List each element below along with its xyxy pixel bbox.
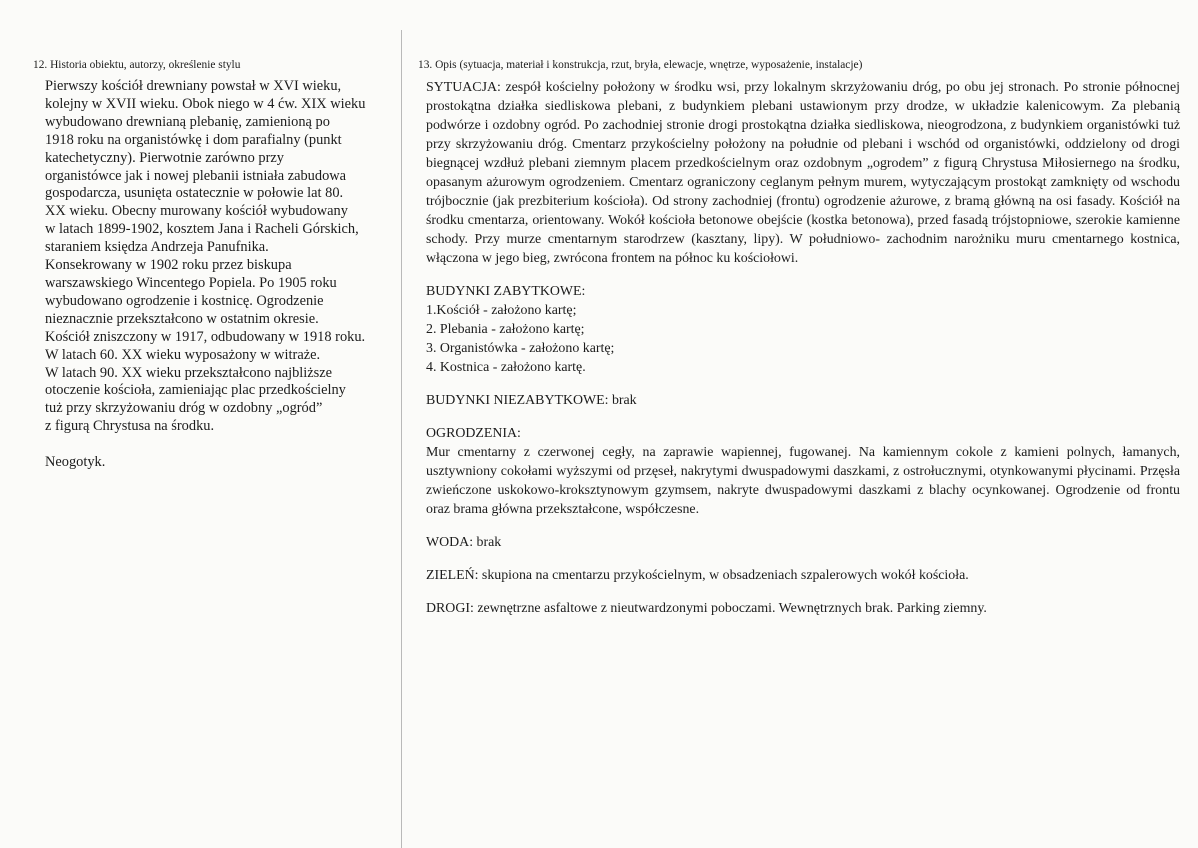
history-line: 1918 roku na organistówkę i dom parafialny (punkt [45, 131, 342, 148]
heritage-item: 4. Kostnica - założono kartę. [426, 360, 586, 375]
history-line: wybudowano ogrodzenie i kostnicę. Ogrodzenie [45, 292, 324, 309]
heritage-item: 2. Plebania - założono kartę; [426, 322, 585, 337]
history-line: Pierwszy kościół drewniany powstał w XVI wieku, [45, 78, 342, 94]
history-line: nieznacznie przekształcono w ostatnim okresie. [45, 310, 319, 327]
history-line: kolejny w XVII wieku. Obok niego w 4 ćw. XIX wieku [45, 95, 366, 112]
history-line: tuż przy skrzyżowaniu dróg w ozdobny „ogród” [45, 400, 323, 417]
description-section-label: 13. Opis (sytuacja, materiał i konstrukcja, rzut, bryła, elewacje, wnętrze, wyposażenie, instalacje) [418, 59, 863, 71]
description-column [418, 58, 1180, 618]
history-line: XX wieku. Obecny murowany kościół wybudowany [45, 203, 348, 220]
fence-heading: OGRODZENIA: [426, 426, 521, 441]
heritage-item: 3. Organistówka - założono kartę; [426, 341, 615, 356]
history-line: Kościół zniszczony w 1917, odbudowany w 1918 roku. [45, 328, 366, 345]
non-heritage-line: BUDYNKI NIEZABYTKOWE: brak [426, 393, 637, 408]
description-text [418, 78, 1180, 618]
style-designation: Neogotyk. [45, 454, 106, 471]
history-column [33, 58, 383, 472]
history-line: katechetyczny). Pierwotnie zarówno przy [45, 149, 284, 166]
history-line: gospodarcza, usunięta ostatecznie w połowie lat 80. [45, 185, 344, 202]
history-line: W latach 60. XX wieku wyposażony w witraże. [45, 346, 321, 363]
history-line: wybudowano drewnianą plebanię, zamienioną po [45, 113, 330, 130]
history-line: W latach 90. XX wieku przekształcono najbliższe [45, 364, 333, 381]
history-line: staraniem księdza Andrzeja Panufnika. [45, 239, 269, 256]
history-text [33, 78, 383, 472]
heritage-heading: BUDYNKI ZABYTKOWE: [426, 284, 586, 299]
heritage-item: 1.Kościół - założono kartę; [426, 303, 577, 318]
history-line: organistówce jak i nowej plebanii istniała zabudowa [45, 167, 347, 184]
history-line: w latach 1899-1902, kosztem Jana i Racheli Górskich, [45, 221, 359, 238]
history-line: otoczenie kościoła, zamieniając plac przedkościelny [45, 382, 346, 399]
history-line: Konsekrowany w 1902 roku przez biskupa [45, 257, 292, 274]
history-line: warszawskiego Wincentego Popiela. Po 1905 roku [45, 274, 337, 291]
roads-line: DROGI: zewnętrzne asfaltowe z nieutwardzonymi poboczami. Wewnętrznych brak. Parking ziemny. [426, 601, 987, 616]
water-line: WODA: brak [426, 535, 502, 550]
history-section-label: 12. Historia obiektu, autorzy, określenie stylu [33, 59, 241, 71]
column-divider [401, 30, 402, 848]
greenery-line: ZIELEŃ: skupiona na cmentarzu przykościelnym, w obsadzeniach szpalerowych wokół kościoła. [426, 568, 969, 583]
situation-paragraph: SYTUACJA: zespół kościelny położony w środku wsi, przy lokalnym skrzyżowaniu dróg, po obu jej stronach. Po stronie północnej prostokątna działka siedliskowa plebani, z budynkiem plebani ustawionym przy drodze, w układzie kalenicowym. Za plebanią podwórze i ozdobny ogród. Po zachodniej stronie drogi prostokątna działka siedliskowa, nieogrodzona, z budynkiem organistówki tuż przy skrzyżowaniu dróg. Cmentarz przykościelny położony na południe od plebani i wschód od organistówki, oddzielony od drogi biegnącej wzdłuż plebani ziemnym placem przedkościelnym oraz ozdobnym „ogrodem” z figurą Chrystusa Miłosiernego na środku, opasanym ażurowym ogrodzeniem. Cmentarz ograniczony ceglanym pełnym murem, wytyczającym prostokąt zamknięty od wschodu trójbocznie (jak prezbiterium kościoła). Od strony zachodniej (frontu) ogrodzenie ażurowe, z bramą główną na osi fasady. Kościół na środku cmentarza, orientowany. Wokół kościoła betonowe obejście (kostka betonowa), przed fasadą trójstopniowe, szerokie kamienne schody. Przy murze cmentarnym starodrzew (kasztany, lipy). W południowo- zachodnim narożniku muru cmentarnego kostnica, włączona w jego bieg, zwrócona frontem na północ ku kościołowi. [426, 80, 1180, 266]
history-line: z figurą Chrystusa na środku. [45, 418, 215, 435]
fence-paragraph: Mur cmentarny z czerwonej cegły, na zaprawie wapiennej, fugowanej. Na kamiennym cokole z kamieni polnych, łamanych, usztywniony cokołami wyższymi od przęseł, nakrytymi dwuspadowymi daszkami, z ostrołucznymi, otynkowanymi płycinami. Przęsła zwieńczone uskokowo-kroksztynowym gzymsem, nakryte dwuspadowymi daszkami z blachy ocynkowanej. Ogrodzenie od frontu oraz brama główna przekształcone, współczesne. [426, 445, 1180, 517]
